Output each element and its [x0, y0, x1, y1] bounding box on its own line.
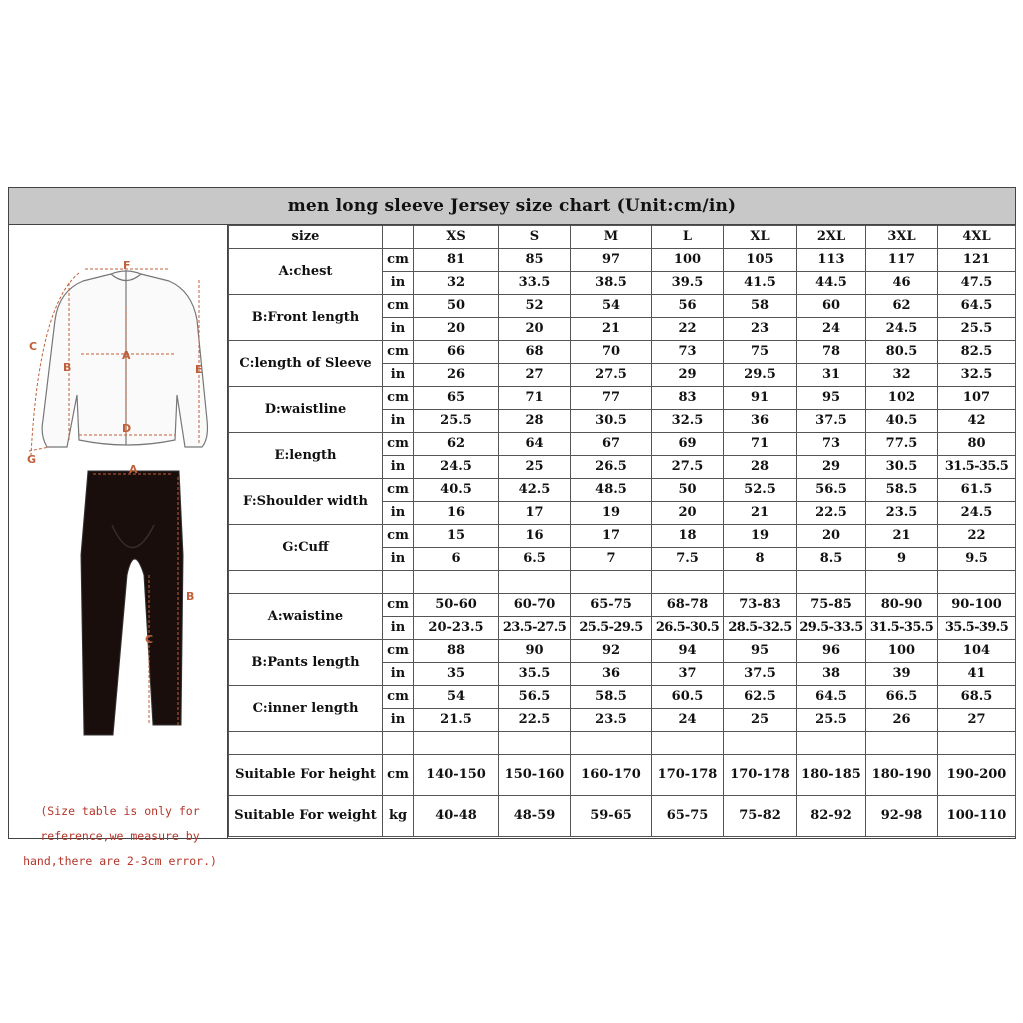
value-cell: 96	[797, 640, 866, 663]
value-cell: 29.5-33.5	[797, 617, 866, 640]
value-cell: 65-75	[652, 796, 724, 837]
label-pants-a: A	[129, 463, 138, 476]
table-row	[229, 686, 1016, 709]
value-cell: 105	[724, 249, 797, 272]
label-pants-c: C	[145, 633, 154, 646]
value-cell: 47.5	[938, 272, 1016, 295]
value-cell: 25.5	[797, 709, 866, 732]
size-column-header: L	[652, 226, 724, 249]
blank-cell	[499, 732, 571, 755]
note-line: (Size table is only for	[40, 804, 200, 818]
value-cell: 80.5	[866, 341, 938, 364]
size-column-header: 2XL	[797, 226, 866, 249]
measurement-label: B:Front length	[229, 295, 383, 341]
value-cell: 41	[938, 663, 1016, 686]
value-cell: 8.5	[797, 548, 866, 571]
unit-cell: cm	[383, 755, 414, 796]
value-cell: 21	[724, 502, 797, 525]
unit-cell: cm	[383, 479, 414, 502]
value-cell: 39.5	[652, 272, 724, 295]
value-cell: 22	[938, 525, 1016, 548]
blank-cell	[499, 571, 571, 594]
value-cell: 68	[499, 341, 571, 364]
value-cell: 70	[571, 341, 652, 364]
table-row	[229, 732, 1016, 755]
value-cell: 160-170	[571, 755, 652, 796]
blank-cell	[229, 571, 383, 594]
value-cell: 37	[652, 663, 724, 686]
value-cell: 27.5	[652, 456, 724, 479]
value-cell: 21	[571, 318, 652, 341]
value-cell: 73-83	[724, 594, 797, 617]
value-cell: 29	[652, 364, 724, 387]
value-cell: 22.5	[797, 502, 866, 525]
value-cell: 18	[652, 525, 724, 548]
value-cell: 94	[652, 640, 724, 663]
measurement-label: C:length of Sleeve	[229, 341, 383, 387]
value-cell: 73	[797, 433, 866, 456]
blank-cell	[383, 732, 414, 755]
blank-cell	[414, 571, 499, 594]
unit-cell: in	[383, 318, 414, 341]
value-cell: 20	[797, 525, 866, 548]
table-row	[229, 433, 1016, 456]
unit-cell: cm	[383, 640, 414, 663]
value-cell: 20	[499, 318, 571, 341]
value-cell: 56	[652, 295, 724, 318]
value-cell: 95	[724, 640, 797, 663]
value-cell: 39	[866, 663, 938, 686]
unit-cell: cm	[383, 387, 414, 410]
value-cell: 15	[414, 525, 499, 548]
value-cell: 21	[866, 525, 938, 548]
unit-cell: in	[383, 548, 414, 571]
value-cell: 38	[797, 663, 866, 686]
value-cell: 64.5	[938, 295, 1016, 318]
measurement-label: C:inner length	[229, 686, 383, 732]
size-header-label: size	[229, 226, 383, 249]
value-cell: 6.5	[499, 548, 571, 571]
value-cell: 26	[414, 364, 499, 387]
value-cell: 25	[724, 709, 797, 732]
value-cell: 58.5	[571, 686, 652, 709]
value-cell: 31.5-35.5	[866, 617, 938, 640]
value-cell: 100	[866, 640, 938, 663]
value-cell: 170-178	[724, 755, 797, 796]
suitable-label: Suitable For weight	[229, 796, 383, 837]
unit-cell: in	[383, 410, 414, 433]
value-cell: 67	[571, 433, 652, 456]
value-cell: 28.5-32.5	[724, 617, 797, 640]
value-cell: 82.5	[938, 341, 1016, 364]
value-cell: 40.5	[866, 410, 938, 433]
table-row	[229, 755, 1016, 796]
value-cell: 20	[414, 318, 499, 341]
value-cell: 9	[866, 548, 938, 571]
size-column-header: 4XL	[938, 226, 1016, 249]
size-column-header: S	[499, 226, 571, 249]
value-cell: 25	[499, 456, 571, 479]
value-cell: 27	[499, 364, 571, 387]
value-cell: 92-98	[866, 796, 938, 837]
value-cell: 16	[499, 525, 571, 548]
value-cell: 50	[652, 479, 724, 502]
value-cell: 22.5	[499, 709, 571, 732]
blank-cell	[414, 732, 499, 755]
value-cell: 32.5	[938, 364, 1016, 387]
size-table	[228, 225, 1016, 837]
blank-cell	[383, 571, 414, 594]
value-cell: 25.5	[938, 318, 1016, 341]
blank-cell	[938, 732, 1016, 755]
value-cell: 20-23.5	[414, 617, 499, 640]
unit-cell: in	[383, 502, 414, 525]
value-cell: 9.5	[938, 548, 1016, 571]
pants-illustration	[81, 471, 183, 735]
value-cell: 25.5	[414, 410, 499, 433]
value-cell: 150-160	[499, 755, 571, 796]
value-cell: 35	[414, 663, 499, 686]
value-cell: 77.5	[866, 433, 938, 456]
label-g: G	[27, 453, 37, 466]
blank-cell	[724, 571, 797, 594]
value-cell: 30.5	[866, 456, 938, 479]
value-cell: 170-178	[652, 755, 724, 796]
blank-cell	[797, 571, 866, 594]
value-cell: 42	[938, 410, 1016, 433]
value-cell: 16	[414, 502, 499, 525]
value-cell: 75	[724, 341, 797, 364]
value-cell: 17	[571, 525, 652, 548]
label-pants-b: B	[186, 590, 195, 603]
value-cell: 52	[499, 295, 571, 318]
value-cell: 82-92	[797, 796, 866, 837]
label-c: C	[29, 340, 38, 353]
suitable-label: Suitable For height	[229, 755, 383, 796]
value-cell: 37.5	[724, 663, 797, 686]
value-cell: 69	[652, 433, 724, 456]
value-cell: 58.5	[866, 479, 938, 502]
value-cell: 121	[938, 249, 1016, 272]
value-cell: 29.5	[724, 364, 797, 387]
note-line: hand,there are 2-3cm error.)	[23, 854, 217, 868]
value-cell: 80	[938, 433, 1016, 456]
value-cell: 62.5	[724, 686, 797, 709]
size-column-header: XL	[724, 226, 797, 249]
value-cell: 6	[414, 548, 499, 571]
value-cell: 68-78	[652, 594, 724, 617]
value-cell: 19	[571, 502, 652, 525]
value-cell: 29	[797, 456, 866, 479]
value-cell: 107	[938, 387, 1016, 410]
value-cell: 104	[938, 640, 1016, 663]
unit-cell: in	[383, 709, 414, 732]
unit-cell: in	[383, 364, 414, 387]
value-cell: 90-100	[938, 594, 1016, 617]
unit-cell: cm	[383, 249, 414, 272]
value-cell: 50	[414, 295, 499, 318]
blank-cell	[866, 571, 938, 594]
unit-cell: kg	[383, 796, 414, 837]
value-cell: 50-60	[414, 594, 499, 617]
value-cell: 113	[797, 249, 866, 272]
value-cell: 35.5	[499, 663, 571, 686]
measurement-label: F:Shoulder width	[229, 479, 383, 525]
measurement-label: D:waistline	[229, 387, 383, 433]
table-row	[229, 249, 1016, 272]
value-cell: 59-65	[571, 796, 652, 837]
value-cell: 30.5	[571, 410, 652, 433]
value-cell: 91	[724, 387, 797, 410]
value-cell: 23.5-27.5	[499, 617, 571, 640]
unit-cell: cm	[383, 686, 414, 709]
size-column-header: M	[571, 226, 652, 249]
table-row	[229, 387, 1016, 410]
value-cell: 90	[499, 640, 571, 663]
table-row	[229, 525, 1016, 548]
value-cell: 32	[414, 272, 499, 295]
value-cell: 62	[866, 295, 938, 318]
value-cell: 80-90	[866, 594, 938, 617]
value-cell: 68.5	[938, 686, 1016, 709]
value-cell: 85	[499, 249, 571, 272]
size-chart	[8, 187, 1016, 868]
value-cell: 26.5-30.5	[652, 617, 724, 640]
blank-cell	[229, 732, 383, 755]
value-cell: 71	[499, 387, 571, 410]
value-cell: 35.5-39.5	[938, 617, 1016, 640]
value-cell: 21.5	[414, 709, 499, 732]
value-cell: 42.5	[499, 479, 571, 502]
measurement-label: G:Cuff	[229, 525, 383, 571]
unit-cell: cm	[383, 525, 414, 548]
blank-cell	[652, 571, 724, 594]
table-row	[229, 341, 1016, 364]
size-column-header: XS	[414, 226, 499, 249]
blank-cell	[571, 732, 652, 755]
value-cell: 77	[571, 387, 652, 410]
chart-title: men long sleeve Jersey size chart (Unit:cm/in)	[9, 188, 1015, 225]
unit-cell: cm	[383, 341, 414, 364]
table-row	[229, 571, 1016, 594]
measurement-label: B:Pants length	[229, 640, 383, 686]
value-cell: 180-190	[866, 755, 938, 796]
value-cell: 75-82	[724, 796, 797, 837]
value-cell: 28	[724, 456, 797, 479]
value-cell: 48.5	[571, 479, 652, 502]
value-cell: 41.5	[724, 272, 797, 295]
value-cell: 32	[866, 364, 938, 387]
value-cell: 24	[652, 709, 724, 732]
label-b: B	[63, 361, 72, 374]
value-cell: 24.5	[866, 318, 938, 341]
value-cell: 66.5	[866, 686, 938, 709]
value-cell: 60	[797, 295, 866, 318]
value-cell: 100	[652, 249, 724, 272]
measurement-note	[13, 799, 227, 869]
value-cell: 61.5	[938, 479, 1016, 502]
value-cell: 75-85	[797, 594, 866, 617]
value-cell: 52.5	[724, 479, 797, 502]
blank-cell	[866, 732, 938, 755]
value-cell: 25.5-29.5	[571, 617, 652, 640]
value-cell: 7.5	[652, 548, 724, 571]
measurement-label: A:waistine	[229, 594, 383, 640]
value-cell: 23	[724, 318, 797, 341]
value-cell: 40.5	[414, 479, 499, 502]
value-cell: 190-200	[938, 755, 1016, 796]
value-cell: 26	[866, 709, 938, 732]
value-cell: 81	[414, 249, 499, 272]
value-cell: 64	[499, 433, 571, 456]
value-cell: 48-59	[499, 796, 571, 837]
value-cell: 54	[414, 686, 499, 709]
unit-cell: in	[383, 272, 414, 295]
value-cell: 31	[797, 364, 866, 387]
note-line: reference,we measure by	[40, 829, 200, 843]
measurement-label: E:length	[229, 433, 383, 479]
value-cell: 23.5	[866, 502, 938, 525]
value-cell: 36	[571, 663, 652, 686]
value-cell: 38.5	[571, 272, 652, 295]
blank-cell	[724, 732, 797, 755]
blank-cell	[652, 732, 724, 755]
value-cell: 102	[866, 387, 938, 410]
measurement-label: A:chest	[229, 249, 383, 295]
value-cell: 36	[724, 410, 797, 433]
garment-diagram	[9, 225, 228, 785]
size-column-header: 3XL	[866, 226, 938, 249]
value-cell: 65-75	[571, 594, 652, 617]
value-cell: 32.5	[652, 410, 724, 433]
table-row	[229, 226, 1016, 249]
value-cell: 54	[571, 295, 652, 318]
value-cell: 117	[866, 249, 938, 272]
value-cell: 7	[571, 548, 652, 571]
value-cell: 62	[414, 433, 499, 456]
value-cell: 180-185	[797, 755, 866, 796]
value-cell: 27.5	[571, 364, 652, 387]
label-f: F	[123, 259, 131, 272]
value-cell: 17	[499, 502, 571, 525]
label-d: D	[122, 422, 132, 435]
value-cell: 27	[938, 709, 1016, 732]
value-cell: 78	[797, 341, 866, 364]
table-row	[229, 295, 1016, 318]
blank-cell	[938, 571, 1016, 594]
unit-header	[383, 226, 414, 249]
label-e: E	[195, 363, 203, 376]
value-cell: 33.5	[499, 272, 571, 295]
value-cell: 24	[797, 318, 866, 341]
value-cell: 73	[652, 341, 724, 364]
value-cell: 140-150	[414, 755, 499, 796]
value-cell: 23.5	[571, 709, 652, 732]
value-cell: 20	[652, 502, 724, 525]
value-cell: 44.5	[797, 272, 866, 295]
value-cell: 56.5	[499, 686, 571, 709]
label-a: A	[122, 349, 131, 362]
value-cell: 88	[414, 640, 499, 663]
value-cell: 97	[571, 249, 652, 272]
table-row	[229, 479, 1016, 502]
unit-cell: cm	[383, 433, 414, 456]
value-cell: 100-110	[938, 796, 1016, 837]
unit-cell: in	[383, 456, 414, 479]
value-cell: 28	[499, 410, 571, 433]
value-cell: 24.5	[414, 456, 499, 479]
value-cell: 95	[797, 387, 866, 410]
value-cell: 58	[724, 295, 797, 318]
value-cell: 64.5	[797, 686, 866, 709]
value-cell: 46	[866, 272, 938, 295]
table-row	[229, 640, 1016, 663]
value-cell: 92	[571, 640, 652, 663]
value-cell: 19	[724, 525, 797, 548]
value-cell: 60.5	[652, 686, 724, 709]
value-cell: 37.5	[797, 410, 866, 433]
value-cell: 66	[414, 341, 499, 364]
value-cell: 26.5	[571, 456, 652, 479]
value-cell: 65	[414, 387, 499, 410]
value-cell: 22	[652, 318, 724, 341]
table-row	[229, 594, 1016, 617]
table-row	[229, 796, 1016, 837]
value-cell: 56.5	[797, 479, 866, 502]
value-cell: 40-48	[414, 796, 499, 837]
blank-cell	[571, 571, 652, 594]
value-cell: 83	[652, 387, 724, 410]
blank-cell	[797, 732, 866, 755]
garment-diagram-panel	[9, 225, 228, 868]
value-cell: 31.5-35.5	[938, 456, 1016, 479]
unit-cell: cm	[383, 295, 414, 318]
value-cell: 24.5	[938, 502, 1016, 525]
unit-cell: in	[383, 617, 414, 640]
value-cell: 8	[724, 548, 797, 571]
value-cell: 60-70	[499, 594, 571, 617]
unit-cell: cm	[383, 594, 414, 617]
unit-cell: in	[383, 663, 414, 686]
value-cell: 71	[724, 433, 797, 456]
